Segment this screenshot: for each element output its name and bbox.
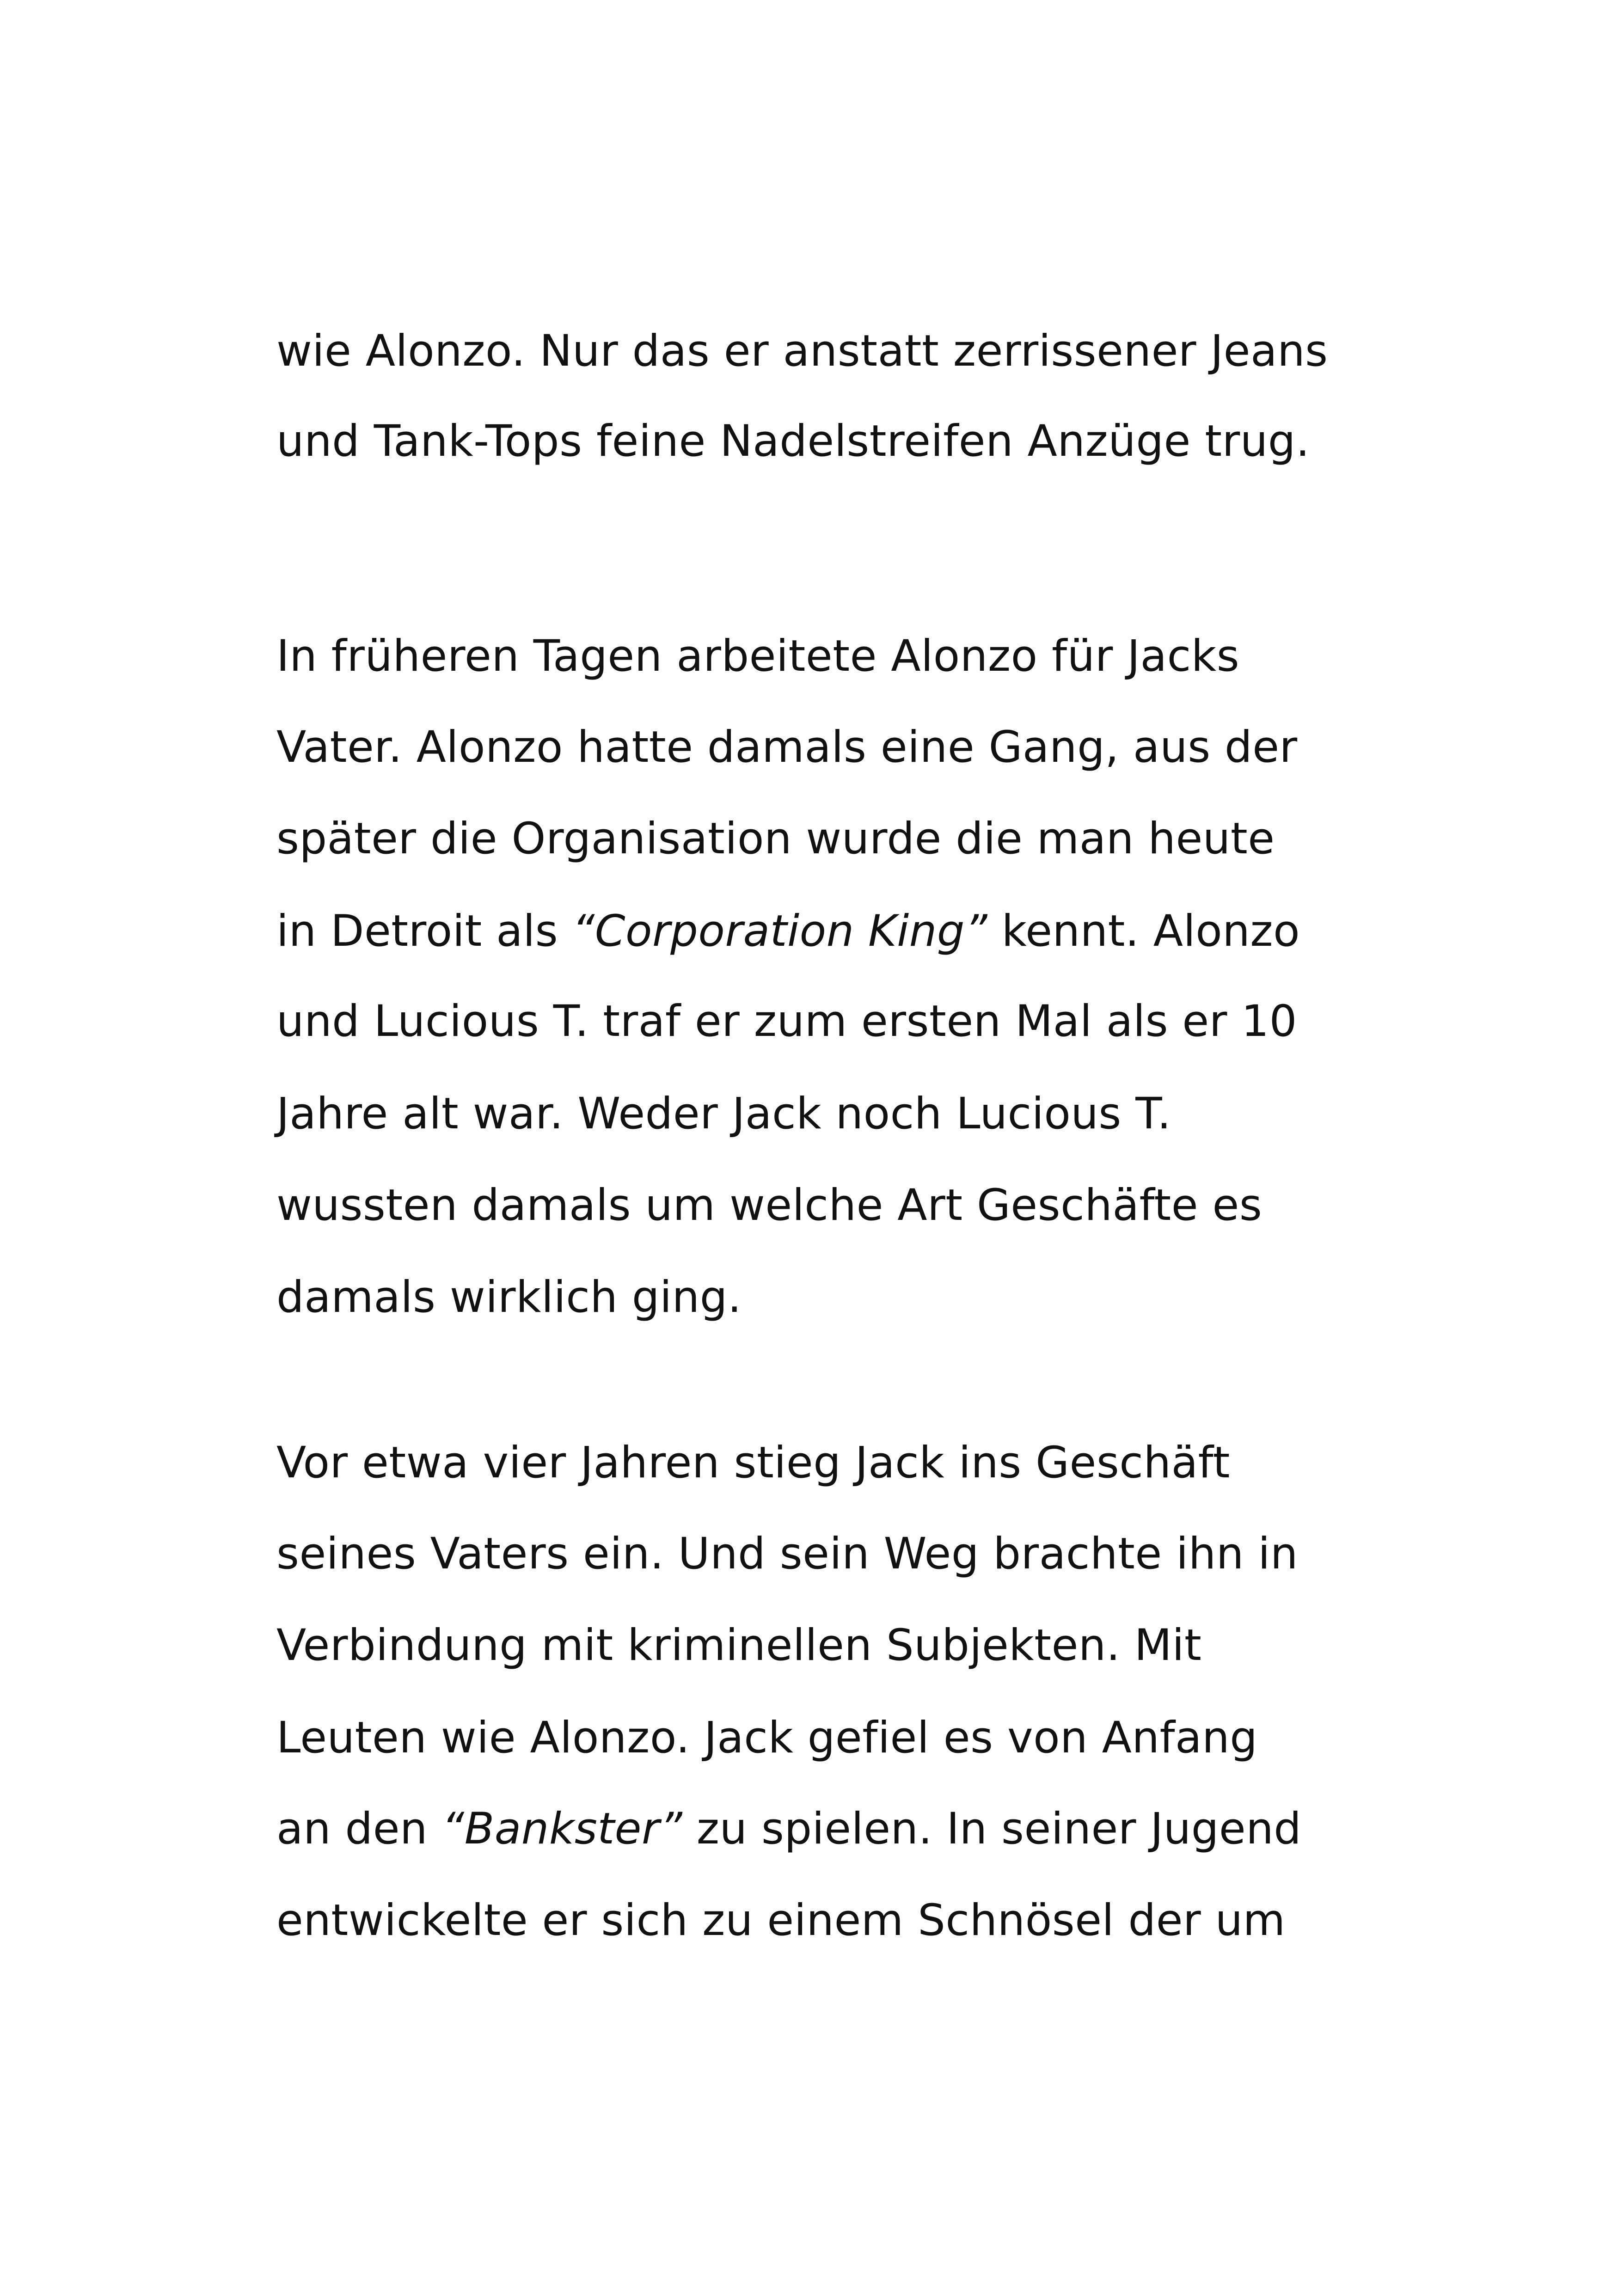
text-line: Vater. Alonzo hatte damals eine Gang, aus der: [276, 722, 1298, 772]
italic-term: “Bankster”: [441, 1804, 683, 1854]
text-line: Jahre alt war. Weder Jack noch Lucious T.: [276, 1089, 1171, 1139]
text-line: wussten damals um welche Art Geschäfte es: [276, 1180, 1263, 1231]
text-line: Leuten wie Alonzo. Jack gefiel es von Anfang: [276, 1713, 1258, 1763]
text-line: [276, 904, 1300, 959]
italic-title: “Corporation King”: [572, 906, 988, 956]
text-line: entwickelte er sich zu einem Schnösel der um: [276, 1895, 1286, 1946]
text-line: In früheren Tagen arbeitete Alonzo für Jacks: [276, 631, 1240, 681]
text-segment: zu spielen. In seiner Jugend: [682, 1804, 1302, 1854]
text-line: wie Alonzo. Nur das er anstatt zerrissener Jeans: [276, 326, 1328, 376]
text-line: und Lucious T. traf er zum ersten Mal als er 10: [276, 996, 1297, 1047]
text-line: Vor etwa vier Jahren stieg Jack ins Geschäft: [276, 1438, 1230, 1488]
text-line: später die Organisation wurde die man heute: [276, 814, 1275, 864]
text-line: seines Vaters ein. Und sein Weg brachte ihn in: [276, 1529, 1298, 1579]
text-line: [276, 1801, 1301, 1857]
text-line: und Tank-Tops feine Nadelstreifen Anzüge trug.: [276, 416, 1310, 466]
text-segment: in Detroit als: [276, 906, 572, 956]
text-line: Verbindung mit kriminellen Subjekten. Mit: [276, 1620, 1202, 1671]
text-segment: kennt. Alonzo: [987, 906, 1300, 956]
text-line: damals wirklich ging.: [276, 1272, 742, 1322]
text-segment: an den: [276, 1804, 442, 1854]
